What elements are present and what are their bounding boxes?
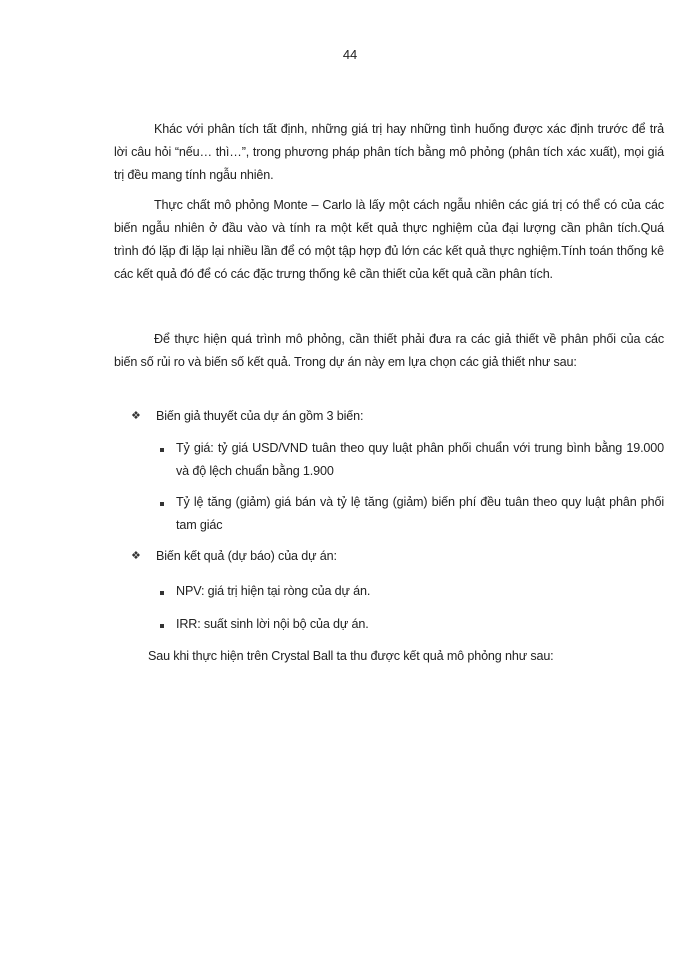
paragraph-3-text: Để thực hiện quá trình mô phỏng, cần thiết phải đưa ra các giả thiết về phân phối của các biến số rủi ro và biến số kết quả. Trong dự án này em lựa chọn các giả thiết như sau: xyxy=(114,332,664,369)
list-item-1: Biến giả thuyết của dự án gồm 3 biến: xyxy=(156,409,364,423)
sub-item-growth-rate: Tỷ lệ tăng (giảm) giá bán và tỷ lệ tăng (giảm) biến phí đều tuân theo quy luật phân phối tam giác xyxy=(176,495,664,532)
square-bullet-icon xyxy=(160,502,164,506)
list-item-2: Biến kết quả (dự báo) của dự án: xyxy=(156,549,337,563)
sub-item-npv: NPV: giá trị hiện tại ròng của dự án. xyxy=(176,584,371,598)
paragraph-1 xyxy=(114,118,664,187)
paragraph-2 xyxy=(114,194,664,286)
square-bullet-icon xyxy=(160,591,164,595)
square-bullet-icon xyxy=(160,448,164,452)
closing-sentence: Sau khi thực hiện trên Crystal Ball ta thu được kết quả mô phỏng như sau: xyxy=(148,649,554,663)
diamond-bullet-icon: ❖ xyxy=(131,410,141,422)
paragraph-1-text: Khác với phân tích tất định, những giá trị hay những tình huống được xác định trước để trả lời câu hỏi “nếu… thì…”, trong phương pháp phân tích bằng mô phỏng (phân tích xác xuất), mọi giá trị đều mang tính ngẫu nhiên. xyxy=(114,122,664,182)
diamond-bullet-icon: ❖ xyxy=(131,550,141,562)
paragraph-3 xyxy=(114,328,664,374)
sub-item-irr: IRR: suất sinh lời nội bộ của dự án. xyxy=(176,617,369,631)
square-bullet-icon xyxy=(160,624,164,628)
sub-item-exchange-rate: Tỷ giá: tỷ giá USD/VND tuân theo quy luật phân phối chuẩn với trung bình bằng 19.000 và độ lệch chuẩn bằng 1.900 xyxy=(176,441,664,478)
paragraph-2-text: Thực chất mô phỏng Monte – Carlo là lấy một cách ngẫu nhiên các giá trị có thể có của các biến ngẫu nhiên ở đầu vào và tính ra một kết quả thực nghiệm của đại lượng cần phân tích.Quá trình đó lặp đi lặp lại nhiều lần để có một tập hợp đủ lớn các kết quả thực nghiệm.Tính toán thống kê các kết quả đó để có các đặc trưng thống kê cần thiết của kết quả cần phân tích. xyxy=(114,198,664,281)
page-number: 44 xyxy=(342,47,358,62)
